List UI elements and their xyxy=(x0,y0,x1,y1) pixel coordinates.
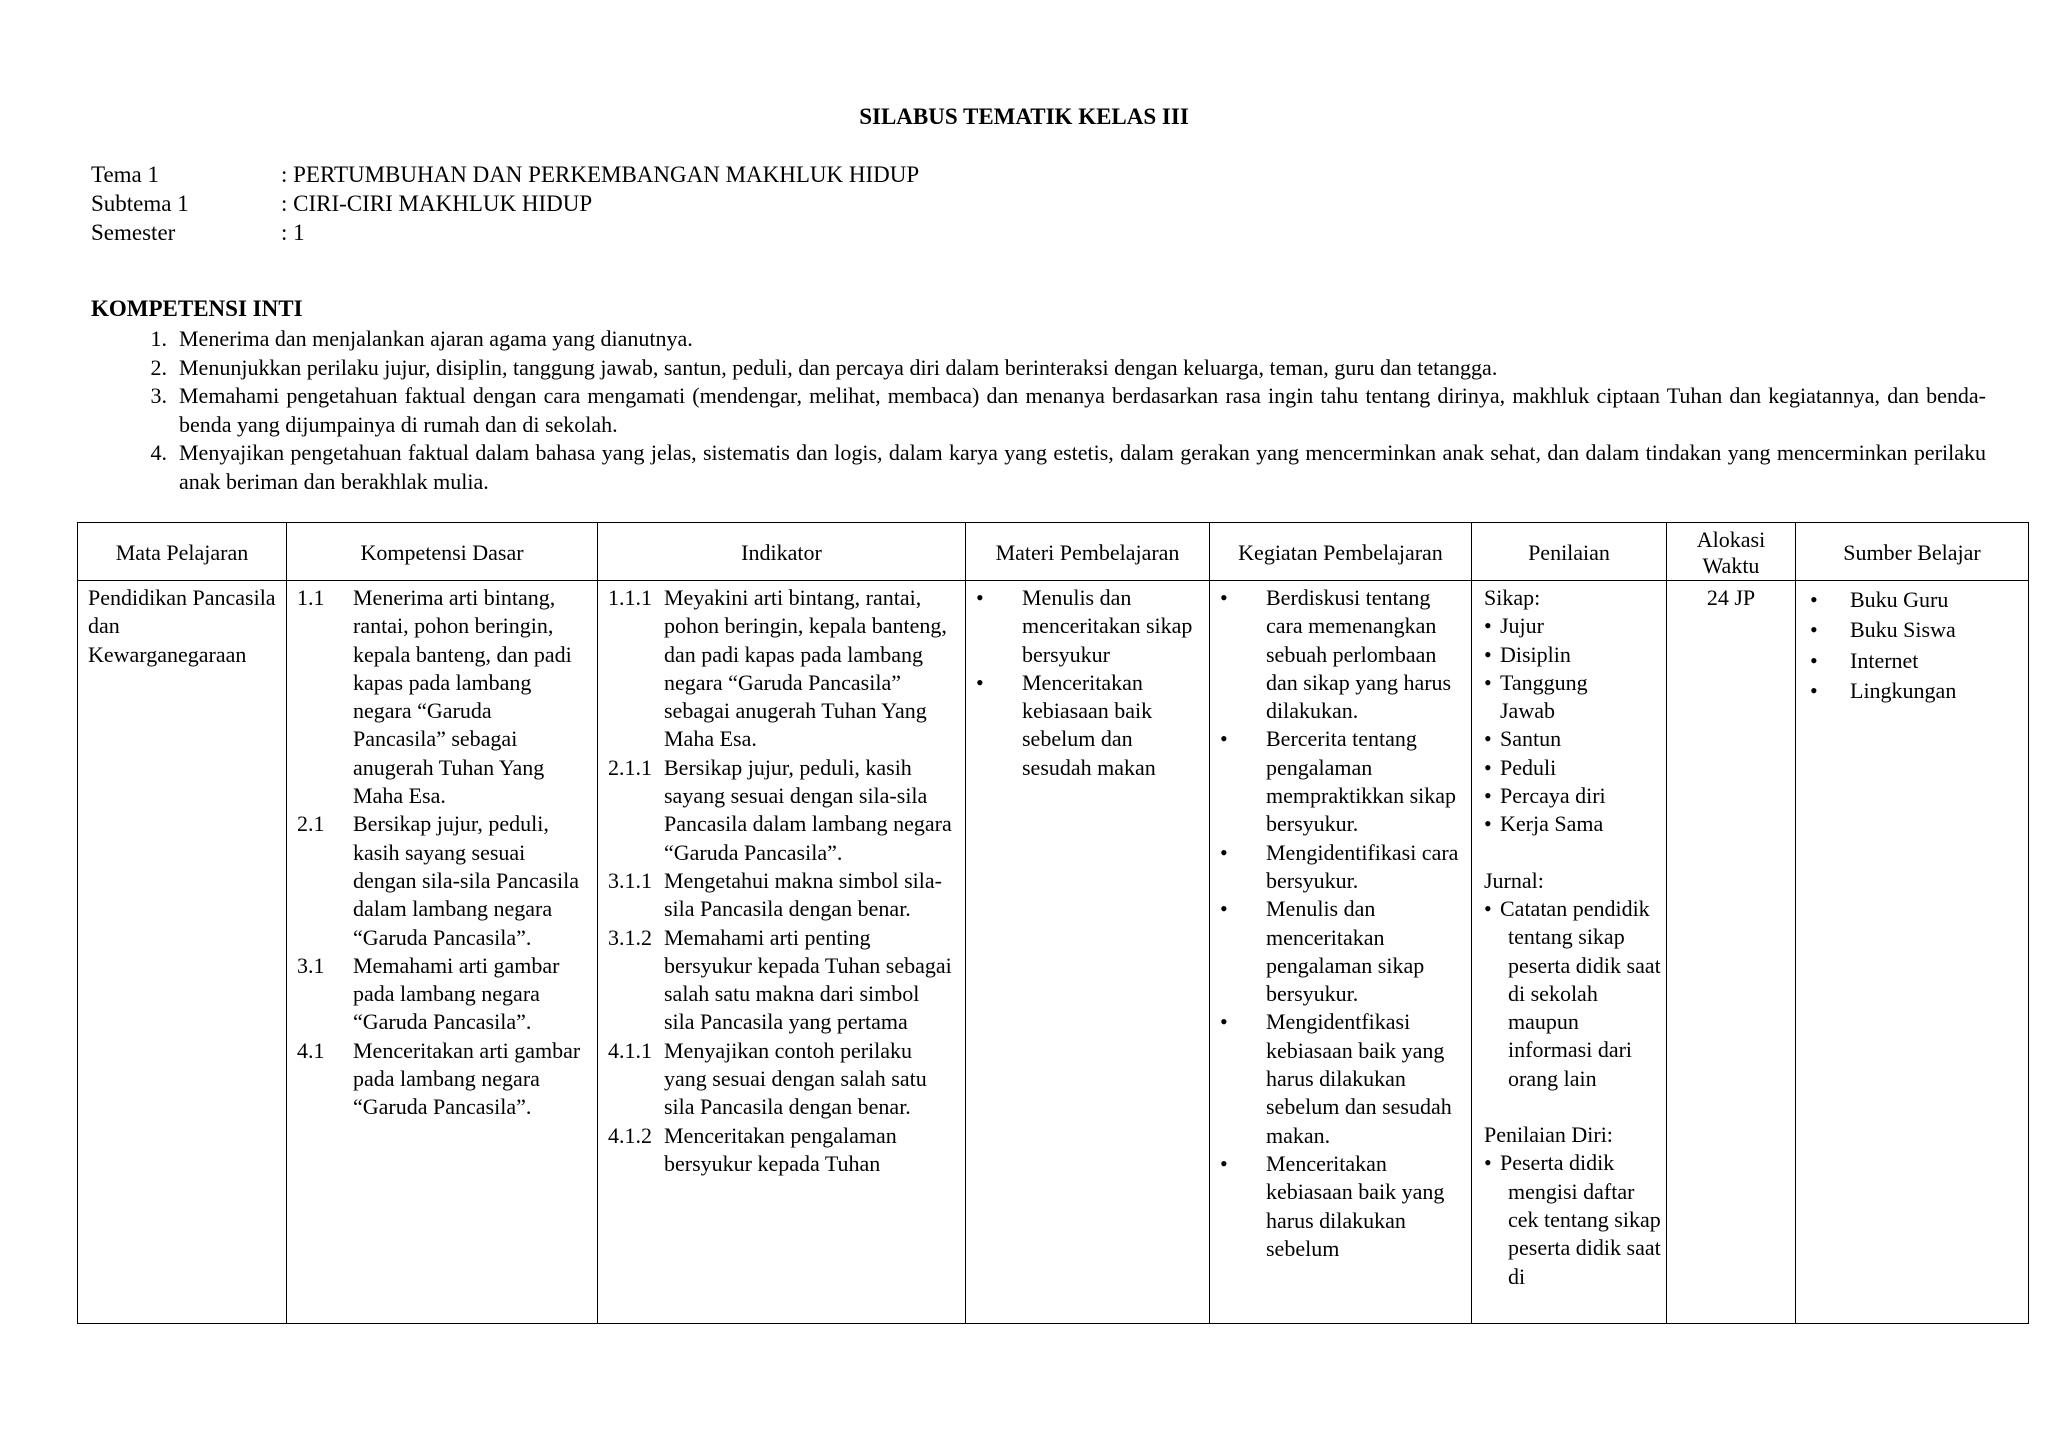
sumber-text: Lingkungan xyxy=(1850,677,1957,703)
header-penilaian: Penilaian xyxy=(1472,523,1667,581)
list-item xyxy=(1220,725,1461,838)
list-item xyxy=(1220,839,1461,896)
cell-indikator xyxy=(598,581,966,1324)
list-item xyxy=(91,382,1986,439)
bullet-icon: • xyxy=(1220,896,1228,922)
penilaian-diri-label: Penilaian Diri: xyxy=(1484,1122,1613,1148)
list-item xyxy=(1220,584,1461,725)
bullet-icon: • xyxy=(1484,613,1492,639)
list-text: Menunjukkan perilaku jujur, disiplin, tanggung jawab, santun, peduli, dan percaya diri dalam berinteraksi dengan keluarga, teman, guru dan tetangga. xyxy=(179,354,1498,380)
indikator-text: Meyakini arti bintang, rantai, pohon beringin, kepala banteng, dan padi kapas pada lambang negara “Garuda Pancasila” sebagai anugerah Tuhan Yang Maha Esa. xyxy=(664,585,947,752)
bullet-icon: • xyxy=(976,669,984,695)
indikator-item xyxy=(608,1122,955,1179)
meta-value: : CIRI-CIRI MAKHLUK HIDUP xyxy=(281,191,593,216)
cell-penilaian xyxy=(1472,581,1667,1324)
bullet-icon: • xyxy=(1484,669,1492,695)
kd-item xyxy=(297,1037,587,1122)
bullet-icon: • xyxy=(976,585,984,610)
sikap-text: Peduli xyxy=(1500,754,1557,780)
materi-text: Menulis dan menceritakan sikap bersyukur xyxy=(1022,585,1193,667)
kompetensi-inti-heading: KOMPETENSI INTI xyxy=(91,296,303,321)
kd-text: Menerima arti bintang, rantai, pohon beringin, kepala banteng, dan padi kapas pada lambang negara “Garuda Pancasila” sebagai anugerah Tuhan Yang Maha Esa. xyxy=(353,585,572,809)
list-item xyxy=(1806,586,2018,614)
sumber-text: Buku Siswa xyxy=(1850,617,1956,643)
kd-number: 2.1 xyxy=(297,811,325,837)
list-item xyxy=(1484,641,1662,669)
list-item xyxy=(1484,669,1662,726)
page-title: SILABUS TEMATIK KELAS III xyxy=(859,104,1189,129)
bullet-icon: • xyxy=(1484,754,1492,780)
header-mapel: Mata Pelajaran xyxy=(78,523,287,581)
kegiatan-text: Mengidentfikasi kebiasaan baik yang harus dilakukan sebelum dan sesudah makan. xyxy=(1266,1009,1452,1148)
indikator-number: 1.1.1 xyxy=(608,585,652,610)
kd-number: 3.1 xyxy=(297,952,325,978)
bullet-icon: • xyxy=(1484,1150,1492,1176)
cell-sumber xyxy=(1796,581,2029,1324)
indikator-item xyxy=(608,584,955,754)
syllabus-table xyxy=(77,522,2029,1324)
sikap-text: Kerja Sama xyxy=(1500,811,1604,837)
kd-number: 4.1 xyxy=(297,1037,325,1063)
bullet-icon: • xyxy=(1484,726,1492,752)
penilaian-jurnal-label: Jurnal: xyxy=(1484,867,1544,893)
list-text: Menerima dan menjalankan ajaran agama yang dianutnya. xyxy=(179,326,693,351)
diri-text: Peserta didik mengisi daftar cek tentang sikap peserta didik saat di xyxy=(1500,1150,1661,1289)
indikator-text: Menceritakan pengalaman bersyukur kepada Tuhan xyxy=(664,1122,897,1176)
indikator-text: Menyajikan contoh perilaku yang sesuai dengan salah satu sila Pancasila dengan benar. xyxy=(664,1037,927,1120)
list-item xyxy=(1484,895,1662,1093)
header-kegiatan: Kegiatan Pembelajaran xyxy=(1210,523,1472,581)
list-item xyxy=(1484,782,1662,810)
jurnal-text: Catatan pendidik tentang sikap peserta didik saat di sekolah maupun informasi dari orang lain xyxy=(1500,895,1661,1091)
materi-text: Menceritakan kebiasaan baik sebelum dan sesudah makan xyxy=(1022,669,1156,780)
cell-mapel: Pendidikan Pancasila dan Kewarganegaraan xyxy=(78,581,287,1324)
meta-tema xyxy=(91,160,919,189)
meta-value: : 1 xyxy=(281,220,305,245)
bullet-icon: • xyxy=(1484,783,1492,809)
meta-label: Semester xyxy=(91,220,176,245)
list-item xyxy=(1484,810,1662,838)
list-item xyxy=(1484,754,1662,782)
kd-text: Menceritakan arti gambar pada lambang negara “Garuda Pancasila”. xyxy=(353,1037,581,1120)
kd-number: 1.1 xyxy=(297,585,325,610)
sikap-text: Tanggung Jawab xyxy=(1500,669,1588,724)
bullet-icon: • xyxy=(1220,839,1228,865)
table-header-row xyxy=(78,523,2029,581)
meta-block xyxy=(91,160,919,247)
indikator-text: Memahami arti penting bersyukur kepada Tuhan sebagai salah satu makna dari simbol sila Pancasila yang pertama xyxy=(664,924,952,1035)
kegiatan-text: Berdiskusi tentang cara memenangkan sebuah perlombaan dan sikap yang harus dilakukan. xyxy=(1266,585,1452,724)
header-indikator: Indikator xyxy=(598,523,966,581)
sikap-text: Disiplin xyxy=(1500,641,1571,667)
list-number: 2. xyxy=(150,354,167,380)
cell-alokasi: 24 JP xyxy=(1667,581,1796,1324)
meta-label: Subtema 1 xyxy=(91,191,189,216)
bullet-icon: • xyxy=(1220,585,1228,610)
list-item xyxy=(1220,1008,1461,1149)
kd-text: Bersikap jujur, peduli, kasih sayang sesuai dengan sila-sila Pancasila dalam lambang negara “Garuda Pancasila”. xyxy=(353,811,580,950)
list-item xyxy=(1220,1150,1461,1263)
indikator-item xyxy=(608,754,955,867)
meta-value: : PERTUMBUHAN DAN PERKEMBANGAN MAKHLUK HIDUP xyxy=(281,162,920,187)
list-item xyxy=(976,584,1199,669)
kd-text: Memahami arti gambar pada lambang negara “Garuda Pancasila”. xyxy=(353,952,560,1035)
kd-item xyxy=(297,952,587,1037)
cell-kompetensi-dasar xyxy=(287,581,598,1324)
list-number: 3. xyxy=(150,383,167,408)
indikator-number: 2.1.1 xyxy=(608,754,652,780)
bullet-icon: • xyxy=(1220,1009,1228,1035)
list-number: 4. xyxy=(150,440,167,465)
indikator-text: Mengetahui makna simbol sila-sila Pancasila dengan benar. xyxy=(664,867,942,922)
kd-item xyxy=(297,810,587,951)
sumber-text: Internet xyxy=(1850,647,1919,673)
cell-kegiatan xyxy=(1210,581,1472,1324)
indikator-number: 3.1.1 xyxy=(608,867,652,893)
bullet-icon: • xyxy=(1810,617,1818,643)
meta-label: Tema 1 xyxy=(91,162,160,187)
indikator-number: 3.1.2 xyxy=(608,924,652,950)
indikator-number: 4.1.2 xyxy=(608,1122,652,1148)
list-item xyxy=(976,669,1199,782)
bullet-icon: • xyxy=(1220,726,1228,752)
meta-subtema xyxy=(91,189,919,218)
sikap-text: Santun xyxy=(1500,726,1562,752)
bullet-icon: • xyxy=(1810,677,1818,703)
indikator-item xyxy=(608,924,955,1037)
list-item xyxy=(91,439,1986,496)
kompetensi-inti-list xyxy=(91,325,1986,496)
header-alokasi: Alokasi Waktu xyxy=(1667,523,1796,581)
list-item xyxy=(91,354,1986,383)
bullet-icon: • xyxy=(1484,895,1492,921)
sikap-text: Percaya diri xyxy=(1500,783,1606,809)
indikator-item xyxy=(608,867,955,924)
sikap-text: Jujur xyxy=(1500,613,1544,639)
kegiatan-text: Menulis dan menceritakan pengalaman sikap bersyukur. xyxy=(1266,896,1425,1007)
bullet-icon: • xyxy=(1810,647,1818,673)
bullet-icon: • xyxy=(1484,641,1492,667)
list-item xyxy=(1806,647,2018,675)
kd-item xyxy=(297,584,587,810)
kegiatan-text: Mengidentifikasi cara bersyukur. xyxy=(1266,839,1459,893)
cell-materi xyxy=(966,581,1210,1324)
bullet-icon: • xyxy=(1220,1150,1228,1176)
list-item xyxy=(1806,616,2018,644)
list-text: Memahami pengetahuan faktual dengan cara mengamati (mendengar, melihat, membaca) dan menanya berdasarkan rasa ingin tahu tentang dirinya, makhluk ciptaan Tuhan dan kegiatannya, dan benda-benda yang dijumpainya di rumah dan di sekolah. xyxy=(179,383,1986,437)
bullet-icon: • xyxy=(1810,587,1818,612)
indikator-item xyxy=(608,1037,955,1122)
header-materi: Materi Pembelajaran xyxy=(966,523,1210,581)
sumber-text: Buku Guru xyxy=(1850,587,1949,612)
list-item xyxy=(91,325,1986,354)
meta-semester xyxy=(91,218,919,247)
list-item xyxy=(1220,895,1461,1008)
kegiatan-text: Menceritakan kebiasaan baik yang harus dilakukan sebelum xyxy=(1266,1150,1445,1261)
indikator-text: Bersikap jujur, peduli, kasih sayang sesuai dengan sila-sila Pancasila dalam lambang negara “Garuda Pancasila”. xyxy=(664,754,952,865)
list-item xyxy=(1484,725,1662,753)
header-sumber: Sumber Belajar xyxy=(1796,523,2029,581)
penilaian-sikap-label: Sikap: xyxy=(1484,585,1541,610)
list-text: Menyajikan pengetahuan faktual dalam bahasa yang jelas, sistematis dan logis, dalam karya yang estetis, dalam gerakan yang mencerminkan anak sehat, dan dalam tindakan yang mencerminkan perilaku anak beriman dan berakhlak mulia. xyxy=(179,440,1986,494)
list-item xyxy=(1484,1149,1662,1290)
list-item xyxy=(1484,612,1662,640)
kegiatan-text: Bercerita tentang pengalaman mempraktikkan sikap bersyukur. xyxy=(1266,726,1457,837)
table-row xyxy=(78,581,2029,1324)
header-kompetensi-dasar: Kompetensi Dasar xyxy=(287,523,598,581)
bullet-icon: • xyxy=(1484,811,1492,837)
list-number: 1. xyxy=(150,326,167,351)
indikator-number: 4.1.1 xyxy=(608,1037,652,1063)
list-item xyxy=(1806,677,2018,705)
